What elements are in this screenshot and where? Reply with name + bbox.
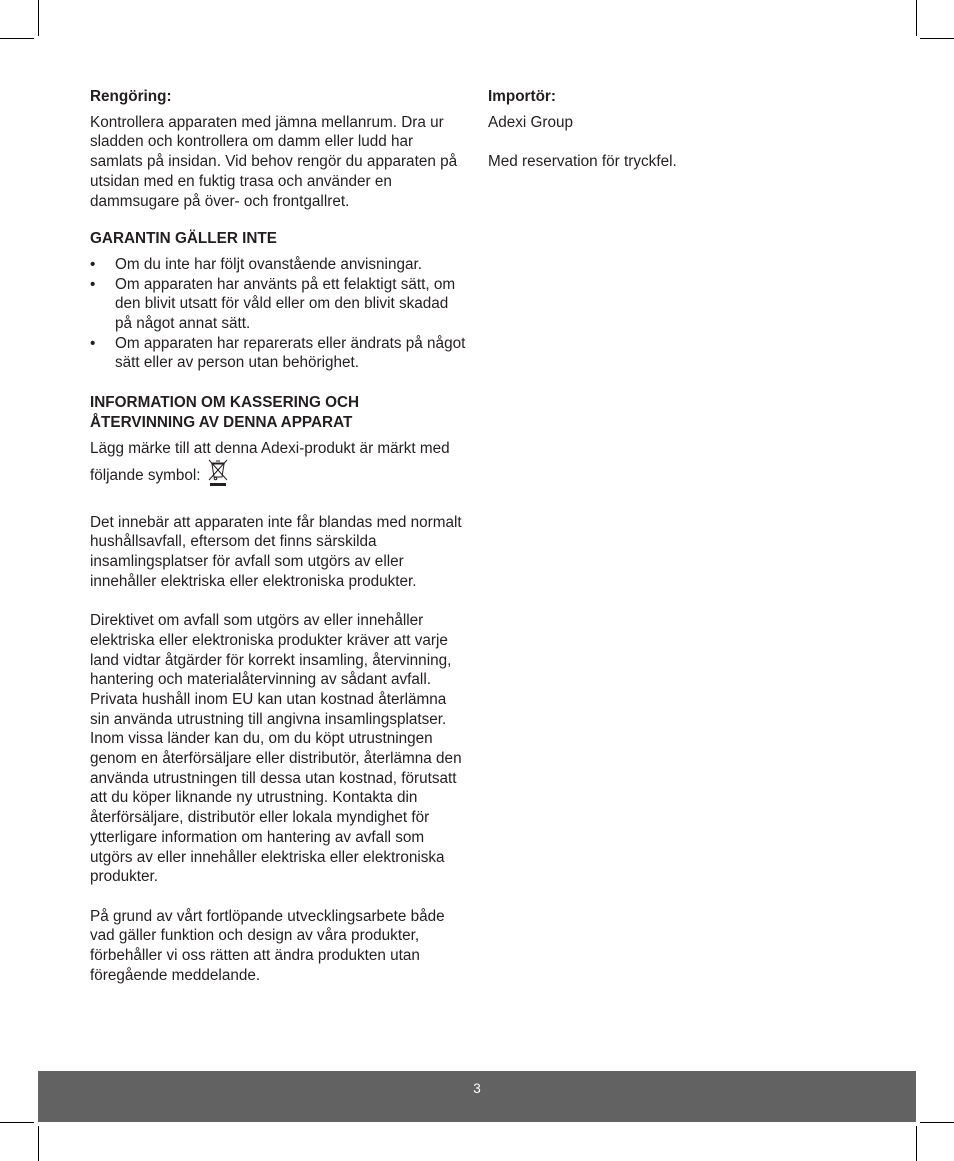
spacer [90, 493, 468, 513]
print-disclaimer: Med reservation för tryckfel. [488, 153, 677, 171]
importer-heading: Importör: [488, 88, 556, 105]
disposal-heading [90, 393, 468, 432]
cleaning-heading: Rengöring: [90, 88, 172, 105]
crop-mark-bottom-left-horizontal [0, 1122, 34, 1123]
crop-mark-top-right-vertical [916, 0, 917, 36]
warranty-item: • Om apparaten har använts på ett felaktigt sätt, om den blivit utsatt för våld eller om den blivit skadad på något annat sätt. [90, 275, 468, 334]
crop-mark-bottom-left-vertical [38, 1126, 39, 1161]
warranty-heading: GARANTIN GÄLLER INTE [90, 230, 277, 248]
importer-name: Adexi Group [488, 113, 574, 131]
spacer [488, 132, 848, 152]
left-column [90, 87, 468, 985]
disposal-paragraph-2: Direktivet om avfall som utgörs av eller innehåller elektriska eller elektroniska produkter kräver att varje land vidtar åtgärder för korrekt insamling, återvinning, hantering och materialåtervinning av sådant avfall. Privata hushåll inom EU kan utan kostnad återlämna sin använda utrustning till angivna insamlingsplatser. Inom vissa länder kan du, om du köpt utrustningen genom en återförsäljare eller distributör, återlämna den använda utrustningen till dessa utan kostnad, förutsatt att du köper liknande ny utrustning. Kontakta din återförsäljare, distributör eller lokala myndighet för ytterligare information om hantering av avfall som utgörs av eller innehåller elektriska eller elektroniska produkter. [90, 612, 462, 886]
crop-mark-bottom-right-horizontal [920, 1122, 954, 1123]
disposal-heading-line1: INFORMATION OM KASSERING OCH [90, 394, 360, 412]
disposal-intro [90, 439, 468, 493]
warranty-item: • Om apparaten har reparerats eller ändrats på något sätt eller av person utan behörighet. [90, 334, 468, 373]
warranty-list [90, 255, 468, 373]
right-column [488, 87, 848, 172]
disposal-heading-line2: ÅTERVINNING AV DENNA APPARAT [90, 413, 353, 431]
cleaning-text: Kontrollera apparaten med jämna mellanrum. Dra ur sladden och kontrollera om damm eller ludd har samlats på insidan. Vid behov rengör du apparaten på utsidan med en fuktig trasa och använder en dammsugare på över- och frontgallret. [90, 113, 458, 210]
disposal-paragraph-3: På grund av vårt fortlöpande utvecklingsarbete både vad gäller funktion och design av våra produkter, förbehåller vi oss rätten att ändra produkten utan föregående meddelande. [90, 907, 445, 984]
spacer [90, 887, 468, 907]
crop-mark-bottom-right-vertical [916, 1126, 917, 1161]
spacer [90, 591, 468, 611]
footer-bar [38, 1071, 916, 1122]
crop-mark-top-left-vertical [38, 0, 39, 36]
disposal-intro-text: Lägg märke till att denna Adexi-produkt är märkt med följande symbol: [90, 439, 450, 485]
page-number: 3 [473, 1081, 481, 1096]
warranty-item: • Om du inte har följt ovanstående anvisningar. [90, 255, 468, 275]
crop-mark-top-left-horizontal [0, 38, 34, 39]
crossed-out-wheelie-bin-icon [207, 458, 229, 493]
crop-mark-top-right-horizontal [920, 38, 954, 39]
disposal-paragraph-1: Det innebär att apparaten inte får blandas med normalt hushållsavfall, eftersom det finns särskilda insamlingsplatser för avfall som utgörs av eller innehåller elektriska eller elektroniska produkter. [90, 513, 462, 590]
